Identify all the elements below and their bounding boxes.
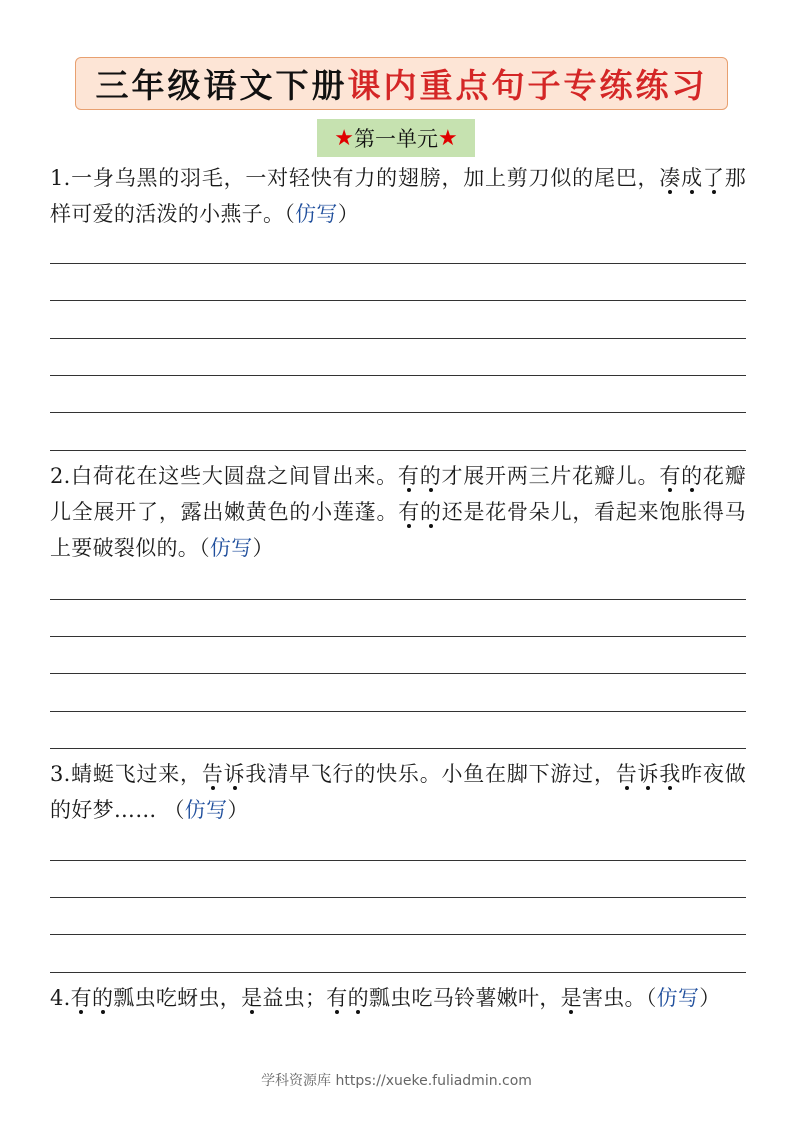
question-text: 还是花骨朵儿，看起来饱胀得马上要破裂似的。（ <box>50 500 746 560</box>
question-text: ） <box>227 798 249 822</box>
question-text: 害虫。（ <box>581 986 657 1010</box>
emphasis-char: 的 <box>419 464 442 488</box>
answer-line[interactable] <box>50 375 746 376</box>
emphasis-char: 了 <box>702 166 725 190</box>
unit-badge <box>317 119 475 157</box>
answer-line[interactable] <box>50 338 746 339</box>
question-text: 昨夜做的好梦…… （ <box>50 762 747 822</box>
emphasis-char: 有 <box>397 464 420 488</box>
question-text: ） <box>699 986 721 1010</box>
emphasis-char: 有 <box>326 986 348 1010</box>
star-icon: ★ <box>438 125 458 151</box>
answer-line[interactable] <box>50 300 746 301</box>
emphasis-char: 有 <box>398 500 420 524</box>
answer-line[interactable] <box>50 934 746 935</box>
unit-label: 第一单元 <box>354 127 438 151</box>
emphasis-char: 有 <box>659 464 682 488</box>
title-grade-part: 三年级语文下册 <box>95 66 348 105</box>
emphasis-char: 诉 <box>637 762 660 786</box>
emphasis-char: 有 <box>70 986 92 1010</box>
answer-line[interactable] <box>50 711 746 712</box>
answer-line[interactable] <box>50 263 746 264</box>
footer-source: 学科资源库 https://xueke.fuliadmin.com <box>261 1073 532 1089</box>
emphasis-char: 的 <box>681 464 703 488</box>
question-text: 瓢虫吃马铃薯嫩叶， <box>368 986 561 1010</box>
answer-line[interactable] <box>50 636 746 637</box>
question-text: 3.蜻蜓飞过来， <box>50 762 202 786</box>
question-text: 我清早飞行的快乐。小鱼在脚下游过， <box>245 762 616 786</box>
question-text: ） <box>252 536 274 560</box>
question-text: 花瓣儿全展开了，露出嫩黄色的小莲蓬。 <box>50 464 747 524</box>
emphasis-char: 我 <box>659 762 682 786</box>
answer-line[interactable] <box>50 412 746 413</box>
answer-line[interactable] <box>50 599 746 600</box>
answer-line[interactable] <box>50 748 746 749</box>
emphasis-char: 告 <box>615 762 638 786</box>
question-text: 那样可爱的活泼的小燕子。（ <box>50 166 746 226</box>
answer-line[interactable] <box>50 673 746 674</box>
question-text: 4. <box>50 986 71 1010</box>
imitation-tag: 仿写 <box>656 986 700 1010</box>
imitation-tag: 仿写 <box>209 536 253 560</box>
emphasis-char: 是 <box>560 986 582 1010</box>
emphasis-char: 的 <box>347 986 369 1010</box>
question-3 <box>50 756 746 828</box>
star-icon: ★ <box>334 125 354 151</box>
answer-line[interactable] <box>50 860 746 861</box>
question-2 <box>50 458 746 566</box>
question-text: ） <box>337 202 360 226</box>
answer-line[interactable] <box>50 897 746 898</box>
question-text: 瓢虫吃蚜虫， <box>113 986 242 1010</box>
question-1 <box>50 160 746 232</box>
worksheet-title <box>75 57 728 110</box>
answer-line[interactable] <box>50 450 746 451</box>
emphasis-char: 凑 <box>659 166 682 190</box>
answer-line[interactable] <box>50 972 746 973</box>
question-text: 2.白荷花在这些大圆盘之间冒出来。 <box>50 464 398 488</box>
emphasis-char: 成 <box>681 166 703 190</box>
emphasis-char: 的 <box>419 500 442 524</box>
imitation-tag: 仿写 <box>184 798 228 822</box>
question-4 <box>50 980 746 1016</box>
emphasis-char: 是 <box>241 986 263 1010</box>
emphasis-char: 的 <box>91 986 114 1010</box>
emphasis-char: 告 <box>201 762 224 786</box>
question-text: 1.一身乌黑的羽毛，一对轻快有力的翅膀，加上剪刀似的尾巴， <box>50 166 660 190</box>
question-text: 才展开两三片花瓣儿。 <box>441 464 660 488</box>
emphasis-char: 诉 <box>223 762 246 786</box>
title-topic-part: 课内重点句子专练练习 <box>347 66 708 105</box>
question-text: 益虫； <box>262 986 327 1010</box>
imitation-tag: 仿写 <box>295 202 338 226</box>
